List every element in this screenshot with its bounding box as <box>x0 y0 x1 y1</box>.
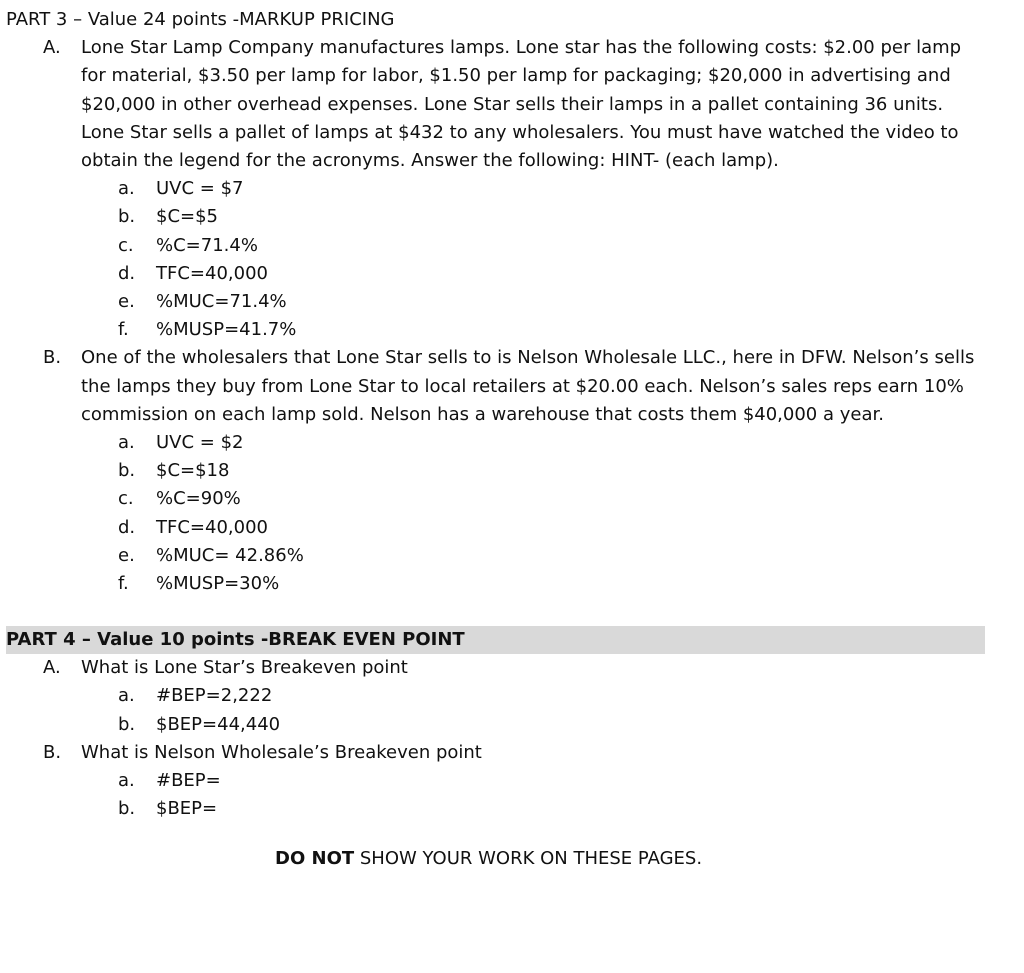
list-item <box>0 485 1024 513</box>
item-answer: $BEP= <box>156 798 218 820</box>
section-text: What is Lone Star’s Breakeven point <box>81 657 408 679</box>
item-answer: UVC = $7 <box>156 178 244 200</box>
part4-section-a <box>0 654 1024 739</box>
footer-note <box>0 845 1024 873</box>
list-item <box>0 542 1024 570</box>
item-letter: d. <box>118 262 136 284</box>
item-letter: a. <box>118 685 135 707</box>
list-item <box>0 232 1024 260</box>
item-letter: b. <box>118 713 136 735</box>
list-item <box>0 175 1024 203</box>
part4-section-b <box>0 739 1024 824</box>
item-answer: $C=$5 <box>156 206 219 228</box>
part3-section-a <box>0 34 1024 344</box>
section-letter: A. <box>43 657 61 679</box>
item-answer: $BEP=44,440 <box>156 713 281 735</box>
item-answer: #BEP=2,222 <box>156 685 273 707</box>
item-answer: #BEP= <box>156 770 221 792</box>
footer-note-rest: SHOW YOUR WORK ON THESE PAGES. <box>354 848 703 869</box>
section-letter: B. <box>43 741 62 763</box>
document-page <box>0 6 1024 823</box>
list-item <box>0 570 1024 598</box>
list-item <box>0 260 1024 288</box>
item-letter: a. <box>118 178 135 200</box>
list-item <box>0 457 1024 485</box>
item-letter: e. <box>118 290 135 312</box>
item-letter: d. <box>118 516 136 538</box>
spacer <box>0 598 1024 626</box>
item-answer: TFC=40,000 <box>156 262 268 284</box>
item-answer: %MUSP=41.7% <box>156 319 297 341</box>
item-answer: %C=90% <box>156 488 241 510</box>
item-letter: c. <box>118 488 134 510</box>
item-letter: f. <box>118 319 129 341</box>
section-text: One of the wholesalers that Lone Star sells to is Nelson Wholesale LLC., here in DFW. Nelson’s sells the lamps they buy from Lone Star to local retailers at $20.00 each. Nelson’s sales reps earn 10% commission on each lamp sold. Nelson has a warehouse that costs them $40,000 a year. <box>81 347 975 425</box>
item-letter: b. <box>118 460 136 482</box>
item-answer: %C=71.4% <box>156 234 258 256</box>
footer-note-bold: DO NOT <box>275 848 355 869</box>
item-answer: %MUC= 42.86% <box>156 544 304 566</box>
part4-heading-text: PART 4 – Value 10 points -BREAK EVEN POINT <box>6 629 465 651</box>
item-answer: %MUSP=30% <box>156 572 280 594</box>
list-item <box>0 682 1024 710</box>
item-answer: $C=$18 <box>156 460 230 482</box>
item-letter: a. <box>118 770 135 792</box>
section-letter: A. <box>43 37 61 59</box>
part4-heading <box>6 626 985 654</box>
list-item <box>0 203 1024 231</box>
list-item <box>0 514 1024 542</box>
list-item <box>0 767 1024 795</box>
list-item <box>0 316 1024 344</box>
item-letter: b. <box>118 798 136 820</box>
item-letter: a. <box>118 431 135 453</box>
item-answer: TFC=40,000 <box>156 516 268 538</box>
list-item <box>0 795 1024 823</box>
list-item <box>0 288 1024 316</box>
item-letter: e. <box>118 544 135 566</box>
part3-section-b <box>0 344 1024 598</box>
list-item <box>0 711 1024 739</box>
section-text: Lone Star Lamp Company manufactures lamps. Lone star has the following costs: $2.00 per lamp for material, $3.50 per lamp for labor, $1.50 per lamp for packaging; $20,000 in advertising and $20,000 in other overhead expenses. Lone Star sells their lamps in a pallet containing 36 units. Lone Star sells a pallet of lamps at $432 to any wholesalers. You must have watched the video to obtain the legend for the acronyms. Answer the following: HINT- (each lamp). <box>81 37 962 171</box>
part3-heading: PART 3 – Value 24 points -MARKUP PRICING <box>6 9 395 30</box>
section-letter: B. <box>43 347 62 369</box>
item-letter: c. <box>118 234 134 256</box>
section-text: What is Nelson Wholesale’s Breakeven point <box>81 741 482 763</box>
item-letter: f. <box>118 572 129 594</box>
item-letter: b. <box>118 206 136 228</box>
item-answer: %MUC=71.4% <box>156 290 287 312</box>
item-answer: UVC = $2 <box>156 431 244 453</box>
list-item <box>0 429 1024 457</box>
